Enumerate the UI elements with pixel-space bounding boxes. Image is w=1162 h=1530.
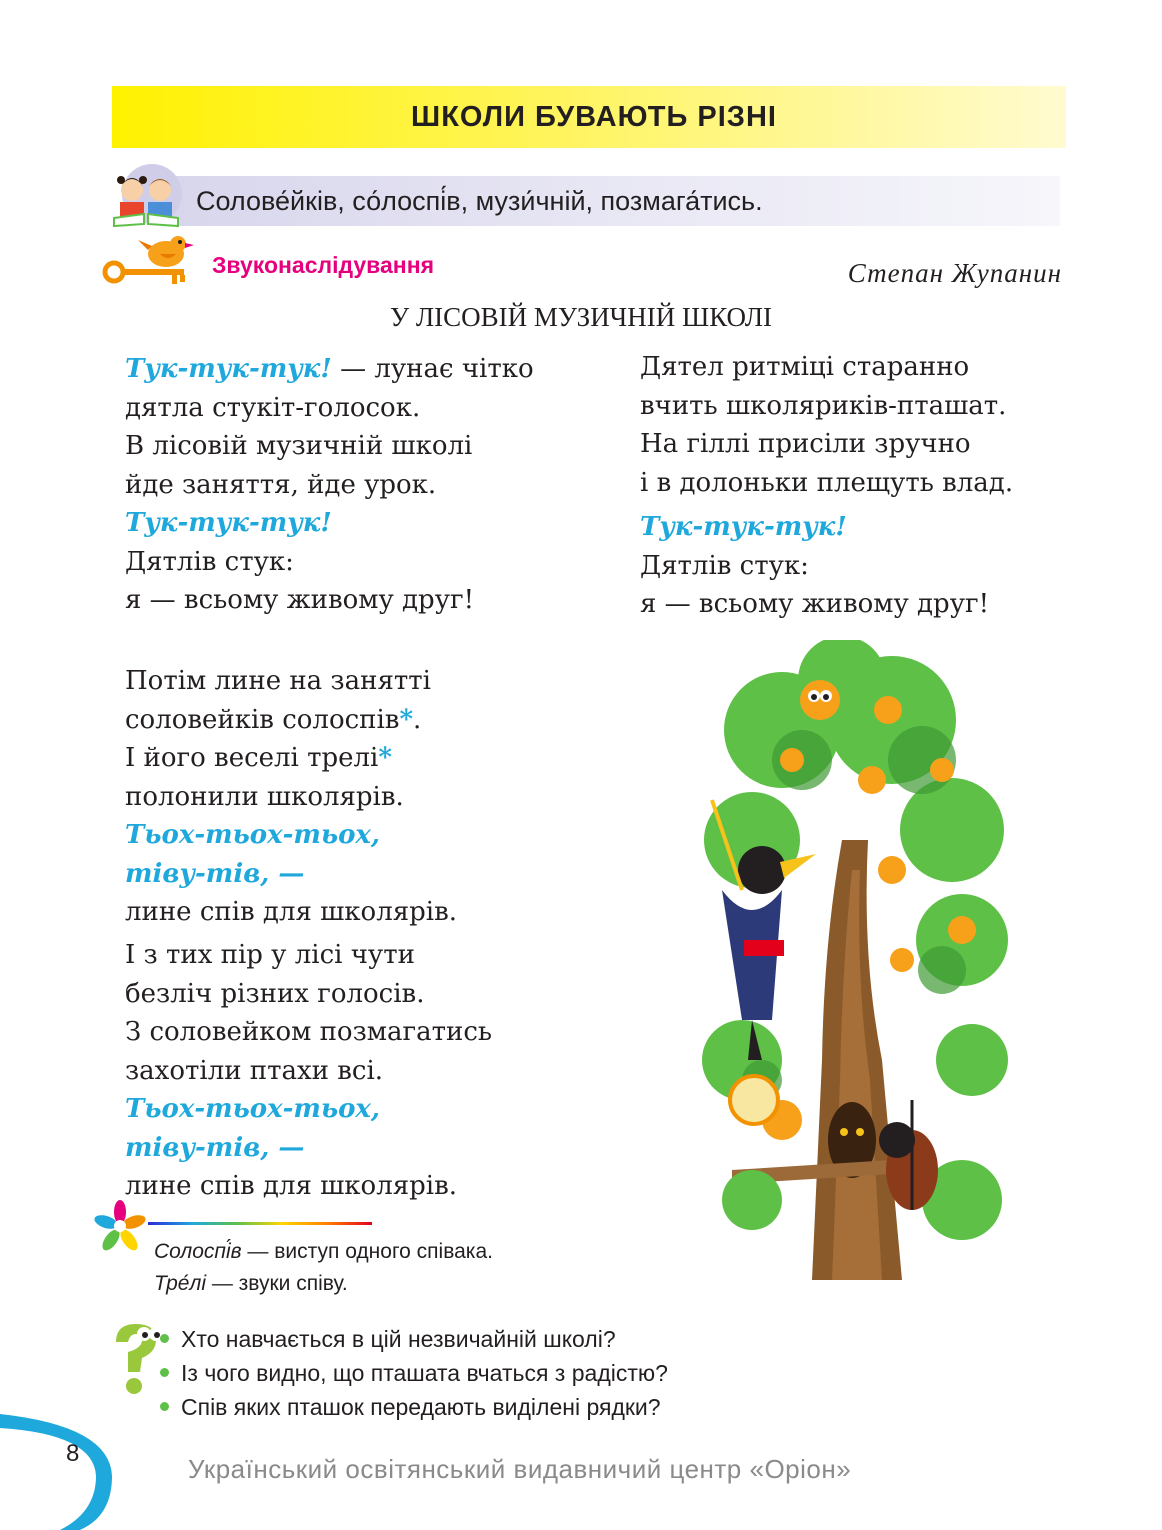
glossary-entry [154,1236,493,1268]
section-label: Звуконаслідування [212,252,435,278]
bullet-icon [160,1368,169,1377]
question-text: Із чого видно, що пташата вчаться з радістю? [181,1360,668,1386]
page-title: ШКОЛИ БУВАЮТЬ РІЗНІ [411,101,777,133]
poem-line: Дятлів стук: [125,546,294,577]
poem-line: йде заняття, йде урок. [125,469,437,500]
footnote-asterisk: * [399,704,414,735]
page-number: 8 [66,1440,80,1467]
question-text: Хто навчається в цій незвичайній школі? [181,1326,616,1352]
highlighted-sound: тіву-тів, — [125,1132,305,1163]
highlighted-sound: тіву-тів, — [125,858,305,889]
question-item [160,1356,668,1390]
page-corner-arc [0,1406,120,1530]
flower-icon [94,1200,146,1252]
glossary [154,1236,493,1300]
poem-author: Степан Жупанин [847,258,1062,288]
glossary-term: Тре́лі [154,1272,206,1295]
question-mark-icon [102,1320,168,1396]
poem-line [125,701,457,740]
poem-line: І з тих пір у лісі чути [125,940,415,970]
poem-line: я — всьому живому друг! [125,585,475,615]
poem-line: полонили школярів. [125,781,404,812]
poem-line: Дятлів стук: [640,550,809,581]
poem-line-text: І його веселі трелі [125,743,379,773]
poem-line [125,739,457,778]
poem-title: У ЛІСОВІЙ МУЗИЧНІЙ ШКОЛІ [389,302,773,332]
stanza-4 [125,936,492,1206]
poem-line: Дятел ритміці старанно [640,352,970,382]
poem-line: захотіли птахи всі. [125,1055,384,1086]
tree-illustration [692,640,1010,1300]
poem-line: Потім лине на занятті [125,666,431,696]
glossary-divider [148,1222,372,1225]
glossary-definition: — виступ одного співака. [241,1240,493,1263]
poem-line: лине спів для школярів. [125,897,457,927]
highlighted-sound: Тьох-тьох-тьох, [125,1094,380,1124]
highlighted-sound: Тьох-тьох-тьох, [125,820,380,850]
stanza-2-refrain [640,508,989,624]
footnote-asterisk: * [378,743,392,773]
poem-line: і в долоньки плещуть влад. [640,467,1014,498]
questions-list [160,1322,668,1424]
poem-line: лине спів для школярів. [125,1171,457,1201]
vocabulary-words: Солове́йків, со́лоспі́в, музи́чній, позмага́тись. [196,186,763,216]
poem-line-text: — лунає чітко [331,354,534,384]
stanza-3 [125,662,457,932]
poem-line-punct: . [413,704,422,735]
glossary-definition: — звуки співу. [206,1272,348,1295]
poem-line-text: соловейків солоспів [125,704,400,735]
poem-line: З соловейком позмагатись [125,1017,493,1047]
publisher-name: Український освітянський видавничий центр «Оріон» [188,1454,852,1484]
poem-line [125,350,534,389]
children-reading-icon [108,164,184,230]
poem-line: На гіллі присіли зручно [640,429,971,459]
highlighted-sound: Тук-тук-тук! [125,508,332,538]
glossary-entry [154,1268,493,1300]
poem-line: дятла стукіт-голосок. [125,392,421,423]
glossary-term: Солоспі́в [154,1240,242,1263]
highlighted-sound: Тук-тук-тук! [125,354,332,384]
poem-line: безліч різних голосів. [125,978,425,1009]
key-bird-icon [102,232,202,290]
question-item [160,1390,668,1424]
question-text: Спів яких пташок передають виділені рядки? [181,1394,661,1420]
poem-line: я — всьому живому друг! [640,589,990,619]
bullet-icon [160,1402,169,1411]
stanza-1 [125,350,534,620]
highlighted-sound: Тук-тук-тук! [640,512,847,542]
question-item [160,1322,668,1356]
poem-line: вчить школяриків-пташат. [640,390,1007,421]
bullet-icon [160,1334,169,1343]
poem-line: В лісовій музичній школі [125,431,473,461]
stanza-2 [640,348,1013,502]
